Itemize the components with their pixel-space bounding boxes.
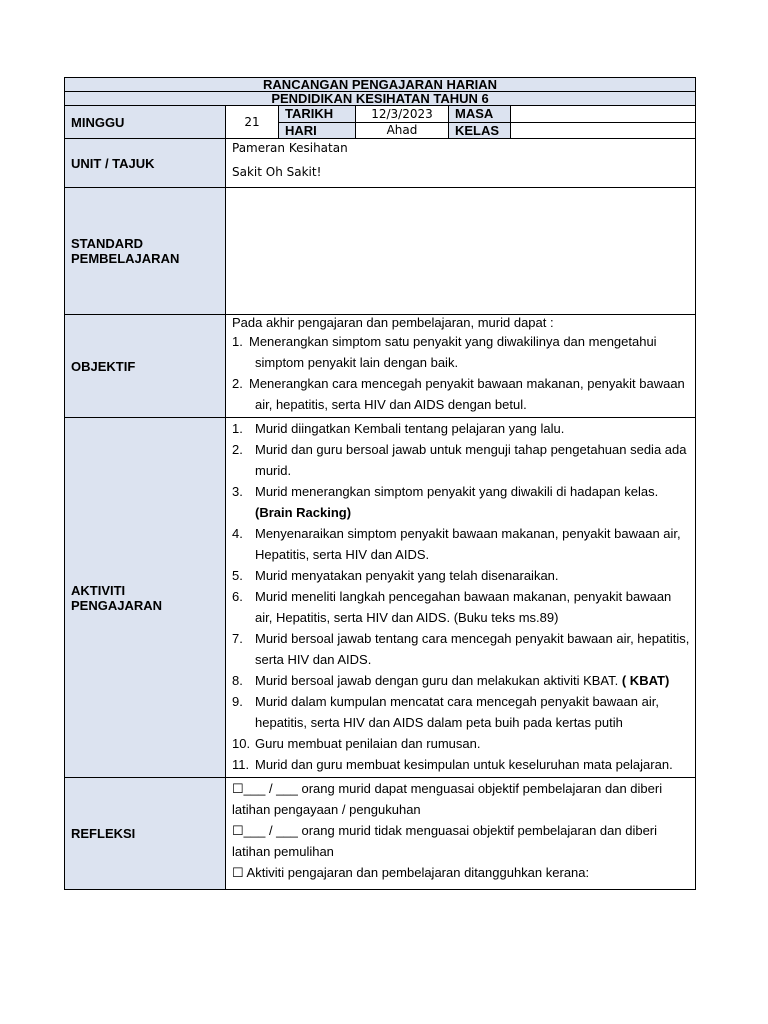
lesson-plan-table bbox=[64, 77, 696, 890]
info-row-1 bbox=[65, 106, 696, 123]
aktiviti-item-bold: (Brain Racking) bbox=[255, 505, 352, 520]
standard-row bbox=[65, 188, 696, 315]
kelas-label: KELAS bbox=[449, 123, 511, 139]
aktiviti-item-text: Murid menerangkan simptom penyakit yang diwakili di hadapan kelas. bbox=[255, 484, 659, 499]
standard-content bbox=[226, 188, 696, 315]
refleksi-line-3: ☐___ / ___ orang murid tidak menguasai objektif pembelajaran dan diberi bbox=[232, 823, 658, 838]
standard-label bbox=[65, 188, 226, 315]
refleksi-label: REFLEKSI bbox=[65, 778, 226, 890]
aktiviti-item bbox=[232, 565, 691, 586]
objektif-item-number: 2. bbox=[232, 376, 243, 391]
aktiviti-item-number: 1. bbox=[232, 421, 243, 436]
hari-label: HARI bbox=[279, 123, 356, 139]
objektif-label: OBJEKTIF bbox=[65, 315, 226, 418]
masa-label: MASA bbox=[449, 106, 511, 123]
objektif-item bbox=[232, 331, 691, 373]
aktiviti-item bbox=[232, 691, 691, 733]
aktiviti-row bbox=[65, 418, 696, 778]
refleksi-line-4: latihan pemulihan bbox=[232, 844, 334, 859]
aktiviti-item bbox=[232, 733, 691, 754]
aktiviti-item-text: Guru membuat penilaian dan rumusan. bbox=[255, 736, 481, 751]
aktiviti-item-text: Menyenaraikan simptom penyakit bawaan makanan, penyakit bawaan air, Hepatitis, serta HIV dan AIDS. bbox=[255, 526, 681, 562]
aktiviti-item-number: 8. bbox=[232, 673, 243, 688]
minggu-value: 21 bbox=[226, 106, 279, 139]
aktiviti-item bbox=[232, 439, 691, 481]
objektif-list bbox=[232, 331, 691, 415]
objektif-item-line-2: air, hepatitis, serta HIV dan AIDS dengan betul. bbox=[255, 397, 527, 412]
aktiviti-item bbox=[232, 586, 691, 628]
unit-label: UNIT / TAJUK bbox=[65, 139, 226, 188]
refleksi-row bbox=[65, 778, 696, 890]
aktiviti-item-text: Murid bersoal jawab tentang cara mencegah penyakit bawaan air, hepatitis, serta HIV dan AIDS. bbox=[255, 631, 690, 667]
aktiviti-item bbox=[232, 523, 691, 565]
objektif-content bbox=[226, 315, 696, 418]
unit-row bbox=[65, 139, 696, 188]
aktiviti-item-number: 7. bbox=[232, 631, 243, 646]
objektif-item-line-2: simptom penyakit lain dengan baik. bbox=[255, 355, 459, 370]
aktiviti-item-text: Murid meneliti langkah pencegahan bawaan makanan, penyakit bawaan air, Hepatitis, serta HIV dan AIDS. (Buku teks ms.89) bbox=[255, 589, 672, 625]
aktiviti-item-number: 2. bbox=[232, 442, 243, 457]
aktiviti-item bbox=[232, 670, 691, 691]
refleksi-content bbox=[226, 778, 696, 890]
aktiviti-item-number: 6. bbox=[232, 589, 243, 604]
objektif-item bbox=[232, 373, 691, 415]
aktiviti-label-line-2: PENGAJARAN bbox=[71, 597, 163, 613]
form-title: RANCANGAN PENGAJARAN HARIAN bbox=[65, 78, 696, 92]
aktiviti-item bbox=[232, 418, 691, 439]
aktiviti-label bbox=[65, 418, 226, 778]
standard-label-line-2: PEMBELAJARAN bbox=[71, 251, 180, 266]
objektif-item-line-1: Menerangkan cara mencegah penyakit bawaan makanan, penyakit bawaan bbox=[249, 376, 685, 391]
aktiviti-item-number: 5. bbox=[232, 568, 243, 583]
masa-value bbox=[511, 106, 696, 123]
form-subtitle: PENDIDIKAN KESIHATAN TAHUN 6 bbox=[65, 92, 696, 106]
aktiviti-item bbox=[232, 754, 691, 775]
standard-label-line-1: STANDARD bbox=[71, 236, 143, 251]
aktiviti-item-text: Murid bersoal jawab dengan guru dan melakukan aktiviti KBAT. bbox=[255, 673, 622, 688]
aktiviti-item bbox=[232, 628, 691, 670]
lesson-plan-form bbox=[64, 77, 695, 890]
refleksi-line-1: ☐___ / ___ orang murid dapat menguasai objektif pembelajaran dan diberi bbox=[232, 781, 663, 796]
aktiviti-item-number: 9. bbox=[232, 694, 243, 709]
unit-content bbox=[226, 139, 696, 188]
tarikh-label: TARIKH bbox=[279, 106, 356, 123]
aktiviti-item-text: Murid dalam kumpulan mencatat cara mencegah penyakit bawaan air, hepatitis, serta HIV dan AIDS dalam peta buih pada kertas putih bbox=[255, 694, 659, 730]
aktiviti-list bbox=[232, 418, 691, 775]
aktiviti-item-number: 11. bbox=[232, 757, 250, 772]
aktiviti-item-number: 3. bbox=[232, 484, 243, 499]
kelas-value bbox=[511, 123, 696, 139]
unit-line-2: Sakit Oh Sakit! bbox=[232, 165, 322, 179]
aktiviti-content bbox=[226, 418, 696, 778]
aktiviti-item-text: Murid menyatakan penyakit yang telah disenaraikan. bbox=[255, 568, 559, 583]
tarikh-value: 12/3/2023 bbox=[356, 106, 449, 123]
aktiviti-item-text: Murid diingatkan Kembali tentang pelajaran yang lalu. bbox=[255, 421, 565, 436]
aktiviti-item bbox=[232, 481, 691, 523]
aktiviti-item-bold: ( KBAT) bbox=[621, 673, 670, 688]
objektif-item-line-1: Menerangkan simptom satu penyakit yang diwakilinya dan mengetahui bbox=[249, 334, 657, 349]
minggu-label: MINGGU bbox=[65, 106, 226, 139]
objektif-intro: Pada akhir pengajaran dan pembelajaran, murid dapat : bbox=[232, 315, 554, 330]
refleksi-line-5: ☐ Aktiviti pengajaran dan pembelajaran ditangguhkan kerana: bbox=[232, 865, 590, 880]
aktiviti-item-text: Murid dan guru bersoal jawab untuk menguji tahap pengetahuan sedia ada murid. bbox=[255, 442, 687, 478]
aktiviti-label-line-1: AKTIVITI bbox=[71, 582, 126, 598]
aktiviti-item-number: 4. bbox=[232, 526, 243, 541]
objektif-item-number: 1. bbox=[232, 334, 243, 349]
refleksi-line-2: latihan pengayaan / pengukuhan bbox=[232, 802, 421, 817]
hari-value: Ahad bbox=[356, 123, 449, 139]
objektif-row bbox=[65, 315, 696, 418]
title-row bbox=[65, 78, 696, 92]
subtitle-row bbox=[65, 92, 696, 106]
aktiviti-item-number: 10. bbox=[232, 736, 251, 751]
unit-line-1: Pameran Kesihatan bbox=[232, 141, 348, 155]
aktiviti-item-text: Murid dan guru membuat kesimpulan untuk keseluruhan mata pelajaran. bbox=[255, 757, 673, 772]
